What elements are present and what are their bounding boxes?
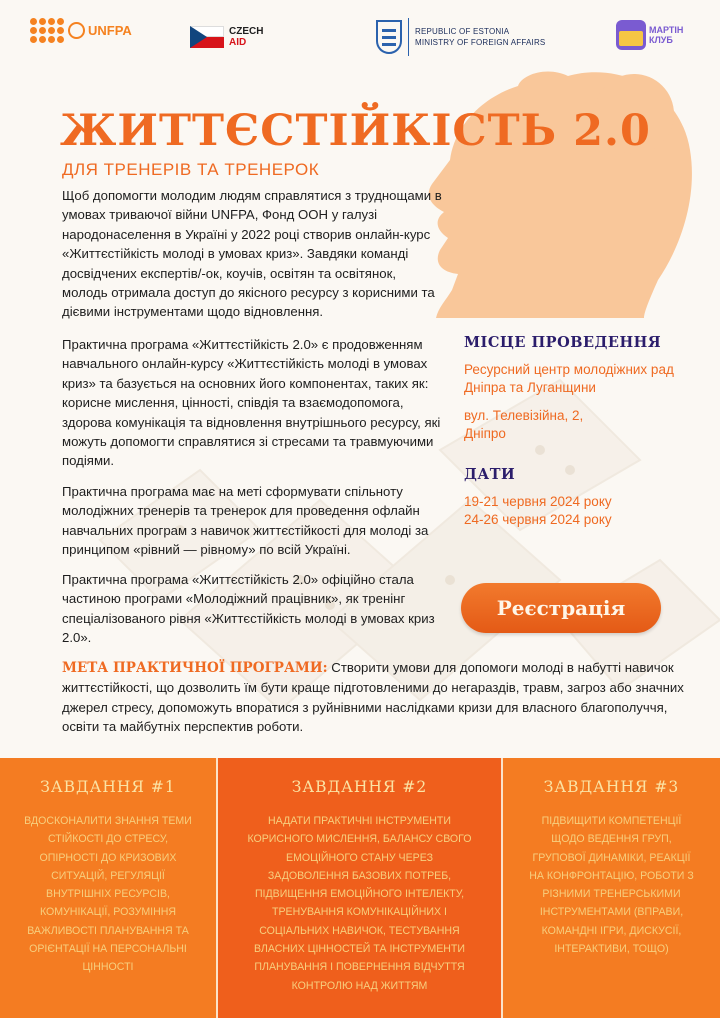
dates-heading: ДАТИ [464,466,516,483]
task-title: ЗАВДАННЯ #1 [40,778,176,796]
czech-aid-text [229,26,263,48]
dates-list [464,493,704,528]
goal-paragraph: Практична програма має на меті сформувати спільноту молодіжних тренерів та тренерок для проведення офлайн навчальних програм з навичок життєстійкості для молоді за принципом «рівний — рівному» по всій Україні. [62,484,429,558]
task-title: ЗАВДАННЯ #3 [543,778,680,796]
page-title: ЖИТТЄСТІЙКІСТЬ 2.0 [60,106,651,156]
program-goal [62,658,702,737]
date-item: 19-21 червня 2024 року [464,494,612,509]
estonia-mfa-text [415,26,545,48]
register-button[interactable]: Реєстрація [461,583,661,633]
czech-aid-logo [190,26,263,48]
task-description: НАДАТИ ПРАКТИЧНІ ІНСТРУМЕНТИ КОРИСНОГО МИСЛЕННЯ, БАЛАНСУ СВОГО ЕМОЦІЙНОГО СТАНУ ЧЕРЕЗ ЗАДОВОЛЕННЯ БАЗОВИХ ПОТРЕБ, ПІДВИЩЕННЯ ЕМОЦІЙНОГО ІНТЕЛЕКТУ, ТРЕНУВАННЯ КОМУНІКАЦІЙНИХ І СОЦІАЛЬНИХ НАВИЧОК, ТЕСТУВАННЯ ВЛАСНИХ ЦІННОСТЕЙ ТА ІНСТРУМЕНТИ ПЛАНУВАННЯ І ПОВЕРНЕННЯ ВІДЧУТТЯ КОНТРОЛЮ НАД ЖИТТЯМ [247,815,472,992]
venue-heading: МІСЦЕ ПРОВЕДЕННЯ [464,334,662,351]
estonia-line-1: REPUBLIC OF ESTONIA [415,27,510,36]
status-paragraph: Практична програма «Життєстійкість 2.0» офіційно стала частиною програми «Молодіжний працівник», як тренінг спеціалізованого рівня «Життєстійкість молоді в умовах криз 2.0». [62,572,435,646]
unfpa-logo [30,18,132,43]
un-globe-icon [68,22,85,39]
martin-club-text [649,25,683,45]
task-panel-1 [0,758,216,1018]
estonia-divider [408,18,409,56]
task-panel-2 [216,758,503,1018]
venue-address: вул. Телевізійна, 2, Дніпро [464,408,584,441]
martin-club-line-2: КЛУБ [649,35,673,45]
estonia-mfa-logo [376,18,545,56]
estonia-coat-of-arms-icon [376,20,402,54]
task-description: ВДОСКОНАЛИТИ ЗНАННЯ ТЕМИ СТІЙКОСТІ ДО СТРЕСУ, ОПІРНОСТІ ДО КРИЗОВИХ СИТУАЦІЙ, РЕГУЛЯЦІЇ ВНУТРІШНІХ РЕСУРСІВ, КОМУНІКАЦІЇ, РОЗУМІННЯ ВАЖЛИВОСТІ ПЛАНУВАННЯ ТА ОРІЄНТАЦІЇ НА ПЕРСОНАЛЬНІ ЦІННОСТІ [24,815,192,974]
martin-club-logo [616,20,683,50]
task-panel-3 [503,758,720,1018]
unfpa-dots-icon [30,18,64,43]
program-paragraph: Практична програма «Життєстійкість 2.0» є продовженням навчального онлайн-курсу «Життєстійкість молоді в умовах криз» та базується на основних його компонентах, таких як: корисне мислення, цінності, співдія та взаємодопомога, здорова комунікація та відновлення внутрішнього ресурсу, які можуть допомогти справлятися зі стресами та травмуючими подіями. [62,337,441,469]
intro-paragraph: Щоб допомогти молодим людям справлятися з труднощами в умовах триваючої війни UNFPA, Фонд ООН у галузі народонаселення в Україні у 2022 році створив онлайн-курс «Життєстійкість молоді в умовах криз». Завдяки команді досвідчених експертів/-ок, коучів, освітян та освітянок, молодь отримала доступ до якісного ресурсу з корисними та дієвими інструментами щодо відновлення. [62,188,442,320]
task-title: ЗАВДАННЯ #2 [291,778,428,796]
czech-flag-icon [190,26,224,48]
czech-aid-line-2: AID [229,37,247,48]
estonia-line-2: MINISTRY OF FOREIGN AFFAIRS [415,38,546,47]
house-icon [616,20,646,50]
goal-text: Створити умови для допомоги молоді в набутті навичок життєстійкості, що дозволить їм бути краще підготовленими до негараздів, травм, загроз або значних джерел стресу, допоможуть впоратися з руйнівними наслідками кризи для власного благополуччя, освіти та майбутніх перспектив роботи. [62,660,684,735]
page-subtitle: ДЛЯ ТРЕНЕРІВ ТА ТРЕНЕРОК [62,160,320,179]
tasks-section [0,758,720,1018]
goal-label: МЕТА ПРАКТИЧНОЇ ПРОГРАМИ: [62,660,328,676]
date-item: 24-26 червня 2024 року [464,511,612,527]
unfpa-logo-text: UNFPA [88,23,132,38]
venue-name: Ресурсний центр молодіжних рад Дніпра та Луганщини [464,362,674,395]
czech-aid-line-1: CZECH [229,26,264,37]
task-description: ПІДВИЩИТИ КОМПЕТЕНЦІЇ ЩОДО ВЕДЕННЯ ГРУП, ГРУПОВОЇ ДИНАМІКИ, РЕАКЦІЇ НА КОНФРОНТАЦІЮ, РОБОТИ З РІЗНИМИ ТРЕНЕРСЬКИМИ ІНСТРУМЕНТАМИ (ВПРАВИ, КОМАНДНІ ІГРИ, ДИСКУСІЇ, ІНТЕРАКТИВИ, ТОЩО) [529,815,694,956]
martin-club-line-1: МАРТІН [649,25,684,35]
